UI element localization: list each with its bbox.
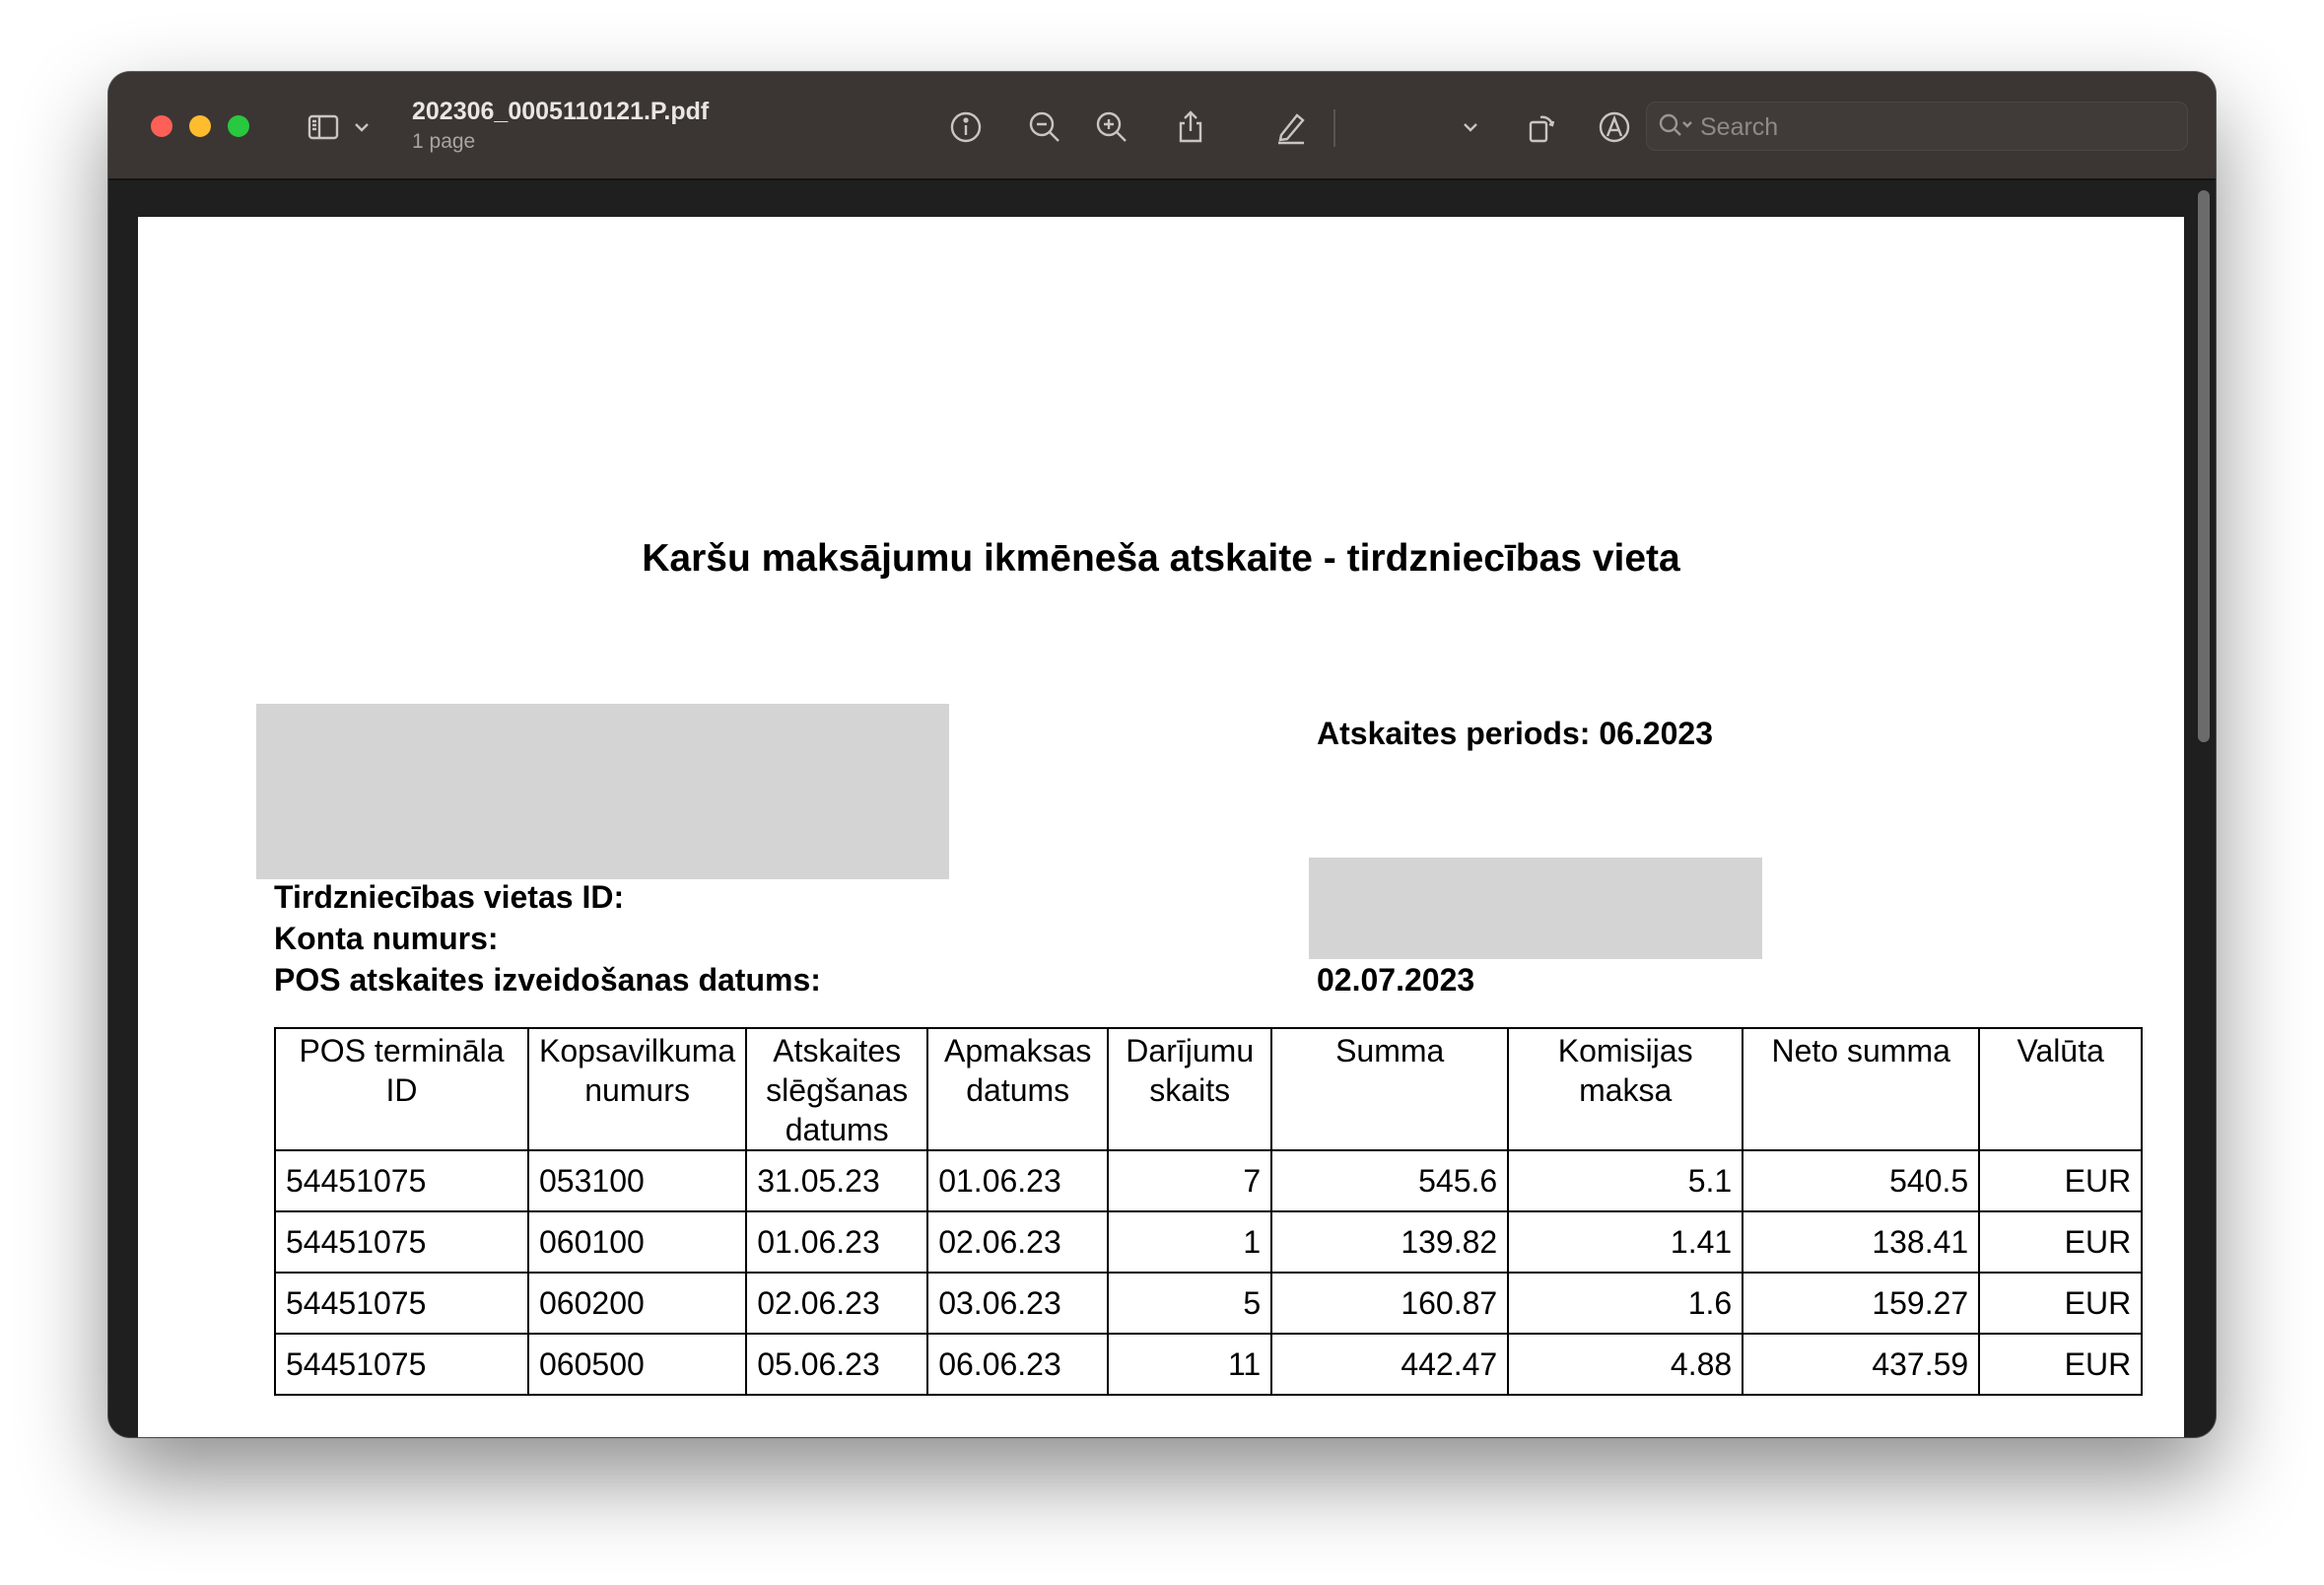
table-cell: 01.06.23	[927, 1150, 1108, 1211]
table-cell: 54451075	[275, 1273, 528, 1334]
document-file-name[interactable]: 202306_0005110121.P.pdf	[412, 98, 710, 125]
table-cell: 01.06.23	[746, 1211, 927, 1273]
column-header: POS termināla ID	[275, 1028, 528, 1150]
table-cell: 02.06.23	[927, 1211, 1108, 1273]
minimize-button[interactable]	[189, 115, 211, 137]
table-cell: 060200	[528, 1273, 746, 1334]
table-cell: 545.6	[1271, 1150, 1508, 1211]
table-cell: 053100	[528, 1150, 746, 1211]
report-date-label: POS atskaites izveidošanas datums:	[274, 962, 821, 998]
share-icon[interactable]	[1171, 107, 1210, 147]
rotate-icon[interactable]	[1522, 107, 1561, 147]
table-cell: EUR	[1979, 1273, 2142, 1334]
table-cell: 31.05.23	[746, 1150, 927, 1211]
table-cell: EUR	[1979, 1334, 2142, 1395]
column-header: Komisijas maksa	[1508, 1028, 1743, 1150]
toolbar-divider	[1333, 109, 1335, 147]
table-cell: EUR	[1979, 1150, 2142, 1211]
document-viewport[interactable]	[108, 180, 2216, 1437]
table-cell: 060500	[528, 1334, 746, 1395]
table-cell: 03.06.23	[927, 1273, 1108, 1334]
redacted-block	[256, 704, 949, 879]
pdf-page	[138, 217, 2184, 1437]
column-header: Atskaites slēgšanas datums	[746, 1028, 927, 1150]
table-cell: 540.5	[1743, 1150, 1979, 1211]
table-cell: 54451075	[275, 1334, 528, 1395]
page-count: 1 page	[412, 130, 476, 153]
table-cell: 060100	[528, 1211, 746, 1273]
column-header: Neto summa	[1743, 1028, 1979, 1150]
merchant-id-label: Tirdzniecības vietas ID:	[274, 879, 625, 915]
table-cell: 02.06.23	[746, 1273, 927, 1334]
markup-icon[interactable]	[1595, 107, 1634, 147]
zoom-in-icon[interactable]	[1092, 107, 1131, 147]
report-title: Karšu maksājumu ikmēneša atskaite - tirdzniecības vieta	[642, 537, 1680, 580]
table-cell: 1.41	[1508, 1211, 1743, 1273]
table-cell: 05.06.23	[746, 1334, 927, 1395]
sidebar-toggle-icon[interactable]	[304, 107, 343, 147]
close-button[interactable]	[151, 115, 172, 137]
table-cell: 138.41	[1743, 1211, 1979, 1273]
table-cell: EUR	[1979, 1211, 2142, 1273]
report-period: Atskaites periods: 06.2023	[1317, 716, 1713, 751]
table-cell: 1	[1108, 1211, 1271, 1273]
account-number-label: Konta numurs:	[274, 921, 499, 956]
table-row	[275, 1334, 2142, 1395]
table-cell: 160.87	[1271, 1273, 1508, 1334]
search-field[interactable]	[1646, 102, 2188, 151]
search-input[interactable]	[1698, 103, 2175, 152]
transactions-table	[274, 1027, 2143, 1396]
table-cell: 54451075	[275, 1211, 528, 1273]
table-row	[275, 1150, 2142, 1211]
column-header: Valūta	[1979, 1028, 2142, 1150]
column-header: Darījumu skaits	[1108, 1028, 1271, 1150]
zoom-out-icon[interactable]	[1025, 107, 1064, 147]
info-icon[interactable]	[946, 107, 986, 147]
table-cell: 4.88	[1508, 1334, 1743, 1395]
table-row	[275, 1211, 2142, 1273]
table-cell: 7	[1108, 1150, 1271, 1211]
search-icon	[1657, 111, 1696, 141]
column-header: Apmaksas datums	[927, 1028, 1108, 1150]
table-cell: 06.06.23	[927, 1334, 1108, 1395]
maximize-button[interactable]	[228, 115, 249, 137]
table-cell: 442.47	[1271, 1334, 1508, 1395]
table-cell: 11	[1108, 1334, 1271, 1395]
chevron-down-icon[interactable]	[1459, 107, 1482, 147]
vertical-scrollbar[interactable]	[2198, 190, 2210, 742]
table-header-row	[275, 1028, 2142, 1150]
redacted-block	[1309, 858, 1762, 959]
table-cell: 139.82	[1271, 1211, 1508, 1273]
table-cell: 1.6	[1508, 1273, 1743, 1334]
table-cell: 159.27	[1743, 1273, 1979, 1334]
highlight-pen-icon[interactable]	[1271, 107, 1311, 147]
column-header: Summa	[1271, 1028, 1508, 1150]
table-cell: 437.59	[1743, 1334, 1979, 1395]
column-header: Kopsavilkuma numurs	[528, 1028, 746, 1150]
chevron-down-icon[interactable]	[350, 107, 374, 147]
report-date-value: 02.07.2023	[1317, 962, 1475, 998]
table-row	[275, 1273, 2142, 1334]
table-cell: 5	[1108, 1273, 1271, 1334]
preview-window	[108, 72, 2216, 1437]
table-cell: 5.1	[1508, 1150, 1743, 1211]
titlebar	[108, 72, 2216, 180]
table-cell: 54451075	[275, 1150, 528, 1211]
